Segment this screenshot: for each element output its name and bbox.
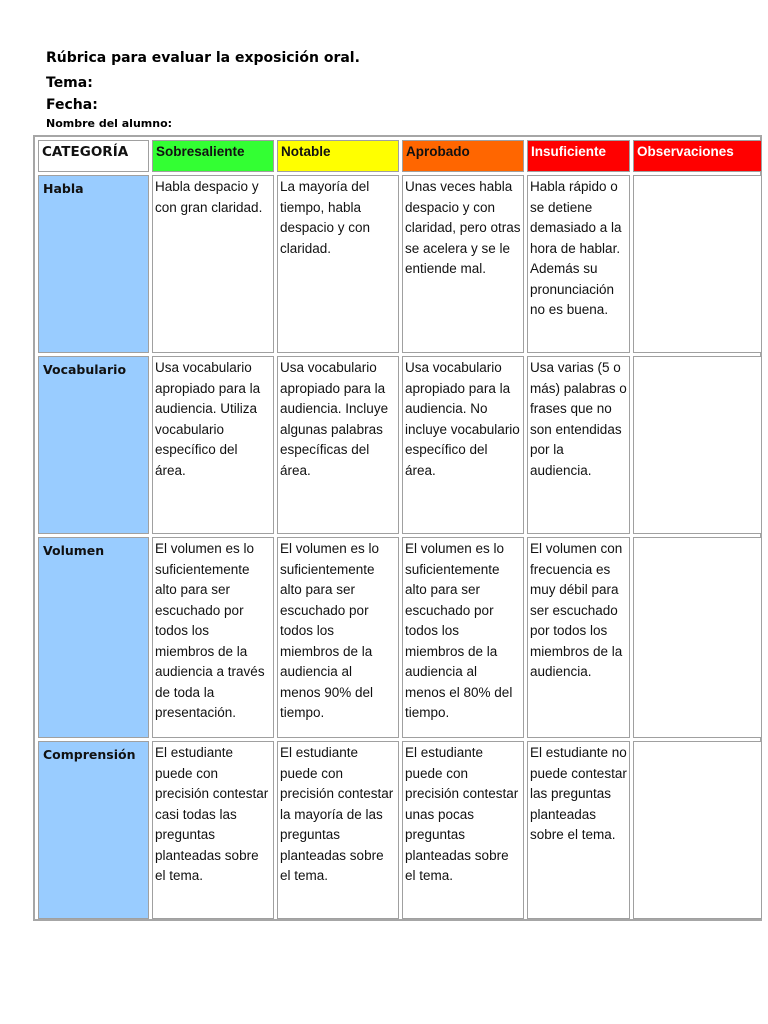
table-row (38, 356, 762, 534)
document-header (46, 50, 360, 130)
fecha-label: Fecha: (46, 97, 98, 113)
cell-notable: El estudiante puede con precisión contestar la mayoría de las preguntas planteadas sobre el tema. (277, 741, 399, 919)
cell-sobresaliente: El volumen es lo suficientemente alto para ser escuchado por todos los miembros de la audiencia a través de toda la presentación. (152, 537, 274, 738)
cell-notable: El volumen es lo suficientemente alto para ser escuchado por todos los miembros de la audiencia al menos 90% del tiempo. (277, 537, 399, 738)
cell-aprobado: Usa vocabulario apropiado para la audiencia. No incluye vocabulario específico del área. (402, 356, 524, 534)
cell-notable: La mayoría del tiempo, habla despacio y con claridad. (277, 175, 399, 353)
row-category-habla: Habla (38, 175, 149, 353)
cell-observaciones[interactable] (633, 175, 762, 353)
cell-observaciones[interactable] (633, 537, 762, 738)
table-row (38, 537, 762, 738)
header-aprobado: Aprobado (402, 140, 524, 172)
header-categoria: CATEGORÍA (38, 140, 149, 172)
cell-insuficiente: Habla rápido o se detiene demasiado a la hora de hablar. Además su pronunciación no es buena. (527, 175, 630, 353)
header-sobresaliente: Sobresaliente (152, 140, 274, 172)
header-observaciones: Observaciones (633, 140, 762, 172)
cell-sobresaliente: Usa vocabulario apropiado para la audiencia. Utiliza vocabulario específico del área. (152, 356, 274, 534)
table-header-row (38, 140, 762, 172)
header-insuficiente: Insuficiente (527, 140, 630, 172)
cell-insuficiente: Usa varias (5 o más) palabras o frases que no son entendidas por la audiencia. (527, 356, 630, 534)
row-category-comprension: Comprensión (38, 741, 149, 919)
cell-observaciones[interactable] (633, 356, 762, 534)
cell-insuficiente: El estudiante no puede contestar las preguntas planteadas sobre el tema. (527, 741, 630, 919)
cell-notable: Usa vocabulario apropiado para la audiencia. Incluye algunas palabras específicas del área. (277, 356, 399, 534)
row-category-volumen: Volumen (38, 537, 149, 738)
document-title: Rúbrica para evaluar la exposición oral. (46, 50, 360, 66)
tema-label: Tema: (46, 75, 93, 91)
cell-sobresaliente: Habla despacio y con gran claridad. (152, 175, 274, 353)
table-row (38, 741, 762, 919)
cell-insuficiente: El volumen con frecuencia es muy débil para ser escuchado por todos los miembros de la audiencia. (527, 537, 630, 738)
rubric-table-frame (33, 135, 762, 921)
header-notable: Notable (277, 140, 399, 172)
row-category-vocabulario: Vocabulario (38, 356, 149, 534)
rubric-table (35, 137, 765, 922)
table-row (38, 175, 762, 353)
nombre-alumno-label: Nombre del alumno: (46, 117, 173, 130)
cell-observaciones[interactable] (633, 741, 762, 919)
cell-aprobado: El estudiante puede con precisión contestar unas pocas preguntas planteadas sobre el tema. (402, 741, 524, 919)
cell-sobresaliente: El estudiante puede con precisión contestar casi todas las preguntas planteadas sobre el tema. (152, 741, 274, 919)
cell-aprobado: Unas veces habla despacio y con claridad, pero otras se acelera y se le entiende mal. (402, 175, 524, 353)
cell-aprobado: El volumen es lo suficientemente alto para ser escuchado por todos los miembros de la audiencia al menos el 80% del tiempo. (402, 537, 524, 738)
